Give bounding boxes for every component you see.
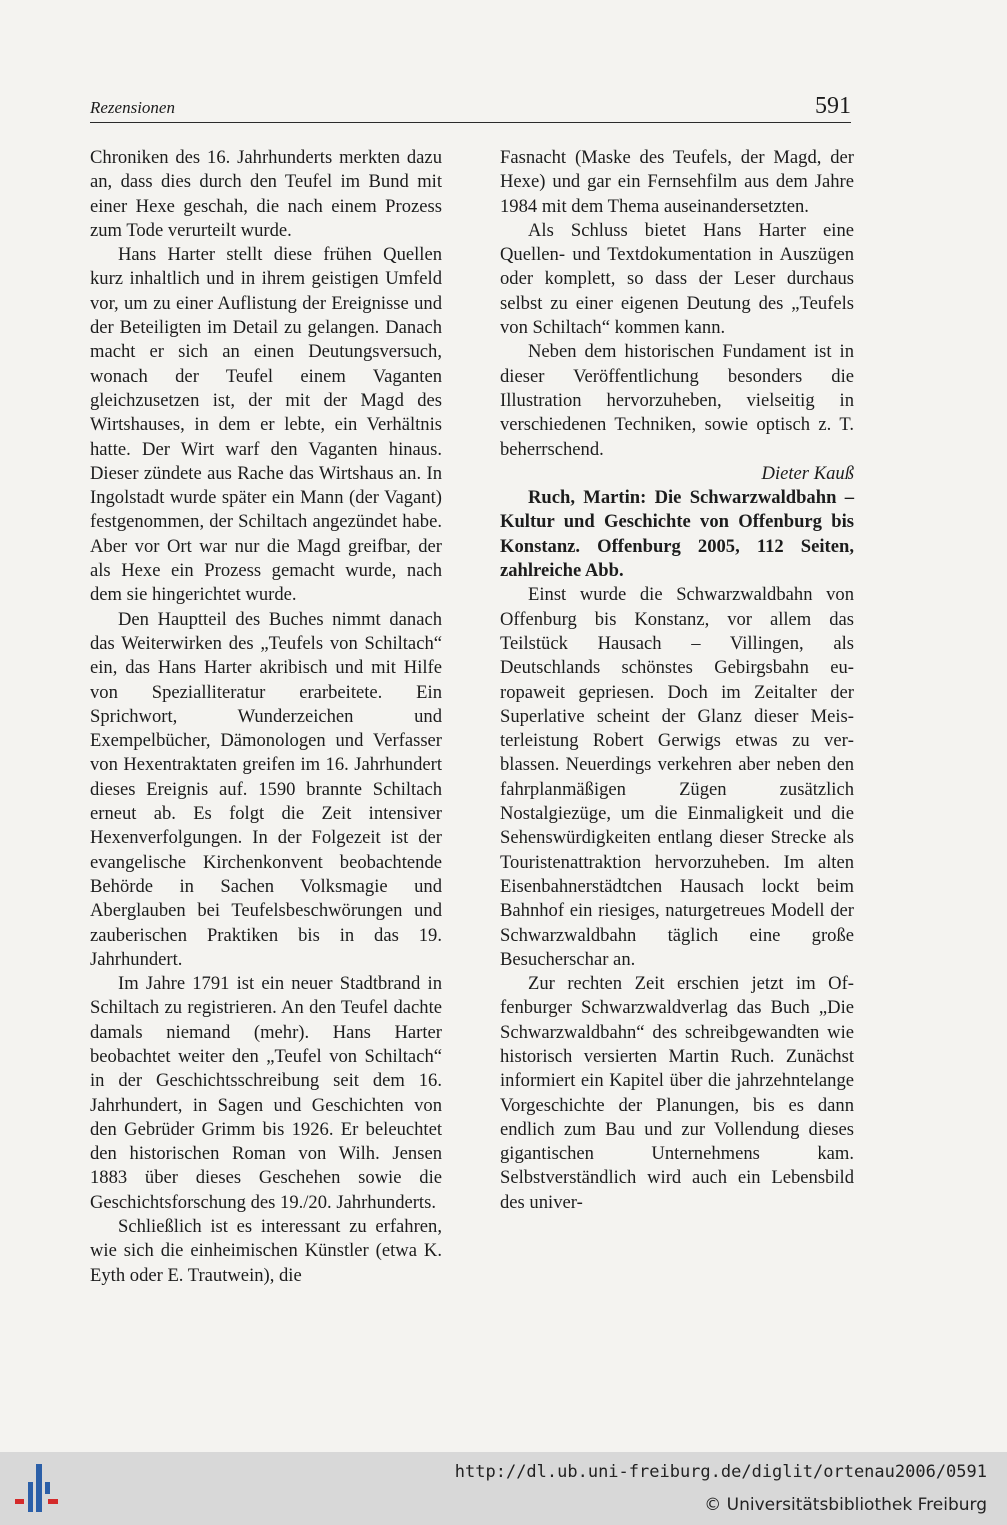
running-title: Rezensionen <box>90 98 175 117</box>
left-column <box>90 146 442 1288</box>
footer-bar <box>0 1452 1007 1525</box>
paragraph: Einst wurde die Schwarzwaldbahn von Offenburg bis Konstanz, vor allem das Teilstück Hausach – Villingen, als Deutschlands schönstes Gebirgsbahn europaweit gepriesen. Doch im Zeitalter der Superlative scheint der Glanz dieser Meisterleistung Robert Gerwigs etwas zu verblassen. Neuerdings verkehren aber neben den fahrplanmäßigen Zügen zusätzlich Nostalgiezüge, um die Einmaligkeit und die Sehenswürdigkeiten entlang dieser Strecke als Touristenattraktion hervorzuheben. Im alten Eisenbahnerstädtchen Hausach lockt beim Bahnhof ein riesiges, naturgetreues Modell der Schwarzwaldbahn täglich eine große Besucherschar an. <box>500 584 854 970</box>
ub-freiburg-logo-icon <box>14 1462 64 1514</box>
paragraph: Den Hauptteil des Buches nimmt danach das Weiterwirken des „Teufels von Schiltach“ ein, das Hans Harter akribisch und mit Hilfe von Spezialliteratur erarbeitete. Ein Sprichwort, Wunderzeichen und Exempelbücher, Dämonologen und Verfasser von Hexentraktaten greifen im 16. Jahrhundert dieses Ereignis auf. 1590 brannte Schiltach erneut ab. Es folgt die Zeit intensiver Hexenverfolgungen. In der Folgezeit ist der evangelische Kirchenkonvent beobachtende Behörde in Sachen Volksmagie und Aberglauben bei Teufelsbeschwörungen und zauberischen Praktiken bis in das 19. Jahrhundert. <box>90 608 442 970</box>
paragraph: Fasnacht (Maske des Teufels, der Magd, der Hexe) und gar ein Fernsehfilm aus dem Jahre 1984 mit dem Thema auseinandersetzten. <box>500 147 854 217</box>
footer-url[interactable]: http://dl.ub.uni-freiburg.de/diglit/ortenau2006/0591 <box>454 1462 987 1482</box>
paragraph: Zur rechten Zeit erschien jetzt im Offenburger Schwarzwaldverlag das Buch „Die Schwarzwaldbahn“ des schreibgewandten wie historisch versierten Martin Ruch. Zunächst informiert ein Kapitel über die jahrzehntelange Vorgeschichte der Planungen, bis es dann endlich zum Bau und zur Vollendung dieses gigantischen Unternehmens kam. Selbstverständlich wird auch ein Lebensbild des univer- <box>500 973 854 1213</box>
paragraph: Chroniken des 16. Jahrhunderts merkten dazu an, dass dies durch den Teufel im Bund mit einer Hexe geschah, die nach einem Prozess zum Tode verurteilt wurde. <box>90 147 442 241</box>
reviewer-signature: Dieter Kauß <box>761 462 854 484</box>
review-heading: Ruch, Martin: Die Schwarzwaldbahn – Kultur und Geschichte von Offenburg bis Konstanz. Offenburg 2005, 112 Seiten, zahlreiche Abb. <box>500 487 854 582</box>
running-header <box>90 86 851 123</box>
paragraph: Neben dem historischen Fundament ist in dieser Veröffentlichung besonders die Illustration hervorzuheben, vielseitig in verschiedenen Techniken, sowie optisch z. T. beherrschend. <box>500 341 854 460</box>
footer-copyright: © Universitätsbibliothek Freiburg <box>704 1495 987 1515</box>
right-column <box>500 146 854 1215</box>
paragraph: Hans Harter stellt diese frühen Quellen kurz inhaltlich und in ihrem geistigen Umfeld vor, um zu einer Auflistung der Ereignisse und der Beteiligten im Detail zu gelangen. Danach macht er sich an einen Deutungsversuch, wonach der Teufel einem Vaganten gleichzusetzen ist, der mit der Magd des Wirtshauses, in dem er lebte, ein Verhältnis hatte. Der Wirt warf den Vaganten hinaus. Dieser zündete aus Rache das Wirtshaus an. In Ingolstadt wurde später ein Mann (der Vagant) festgenommen, der Schiltach angezündet habe. Aber vor Ort war nur die Magd greifbar, der als Hexe ein Prozess gemacht wurde, nach dem sie hingerichtet wurde. <box>90 244 442 606</box>
paragraph: Als Schluss bietet Hans Harter eine Quellen- und Textdokumentation in Auszügen oder komplett, so dass der Leser durchaus selbst zu einer eigenen Deutung des „Teufels von Schiltach“ kommen kann. <box>500 219 854 339</box>
paragraph: Schließlich ist es interessant zu erfahren, wie sich die einheimischen Künstler (etwa K. Eyth oder E. Trautwein), die <box>90 1216 442 1286</box>
page-number: 591 <box>815 93 851 119</box>
paragraph: Im Jahre 1791 ist ein neuer Stadtbrand in Schiltach zu registrieren. An den Teufel dachte damals niemand (mehr). Hans Harter beobachtet weiter den „Teufel von Schiltach“ in der Geschichtsschreibung seit dem 16. Jahrhundert, in Sagen und Geschichten von den Gebrüder Grimm bis 1926. Er beleuchtet den historischen Roman von Wilh. Jensen 1883 über dieses Geschehen sowie die Geschichtsforschung des 19./20. Jahrhunderts. <box>90 973 442 1213</box>
